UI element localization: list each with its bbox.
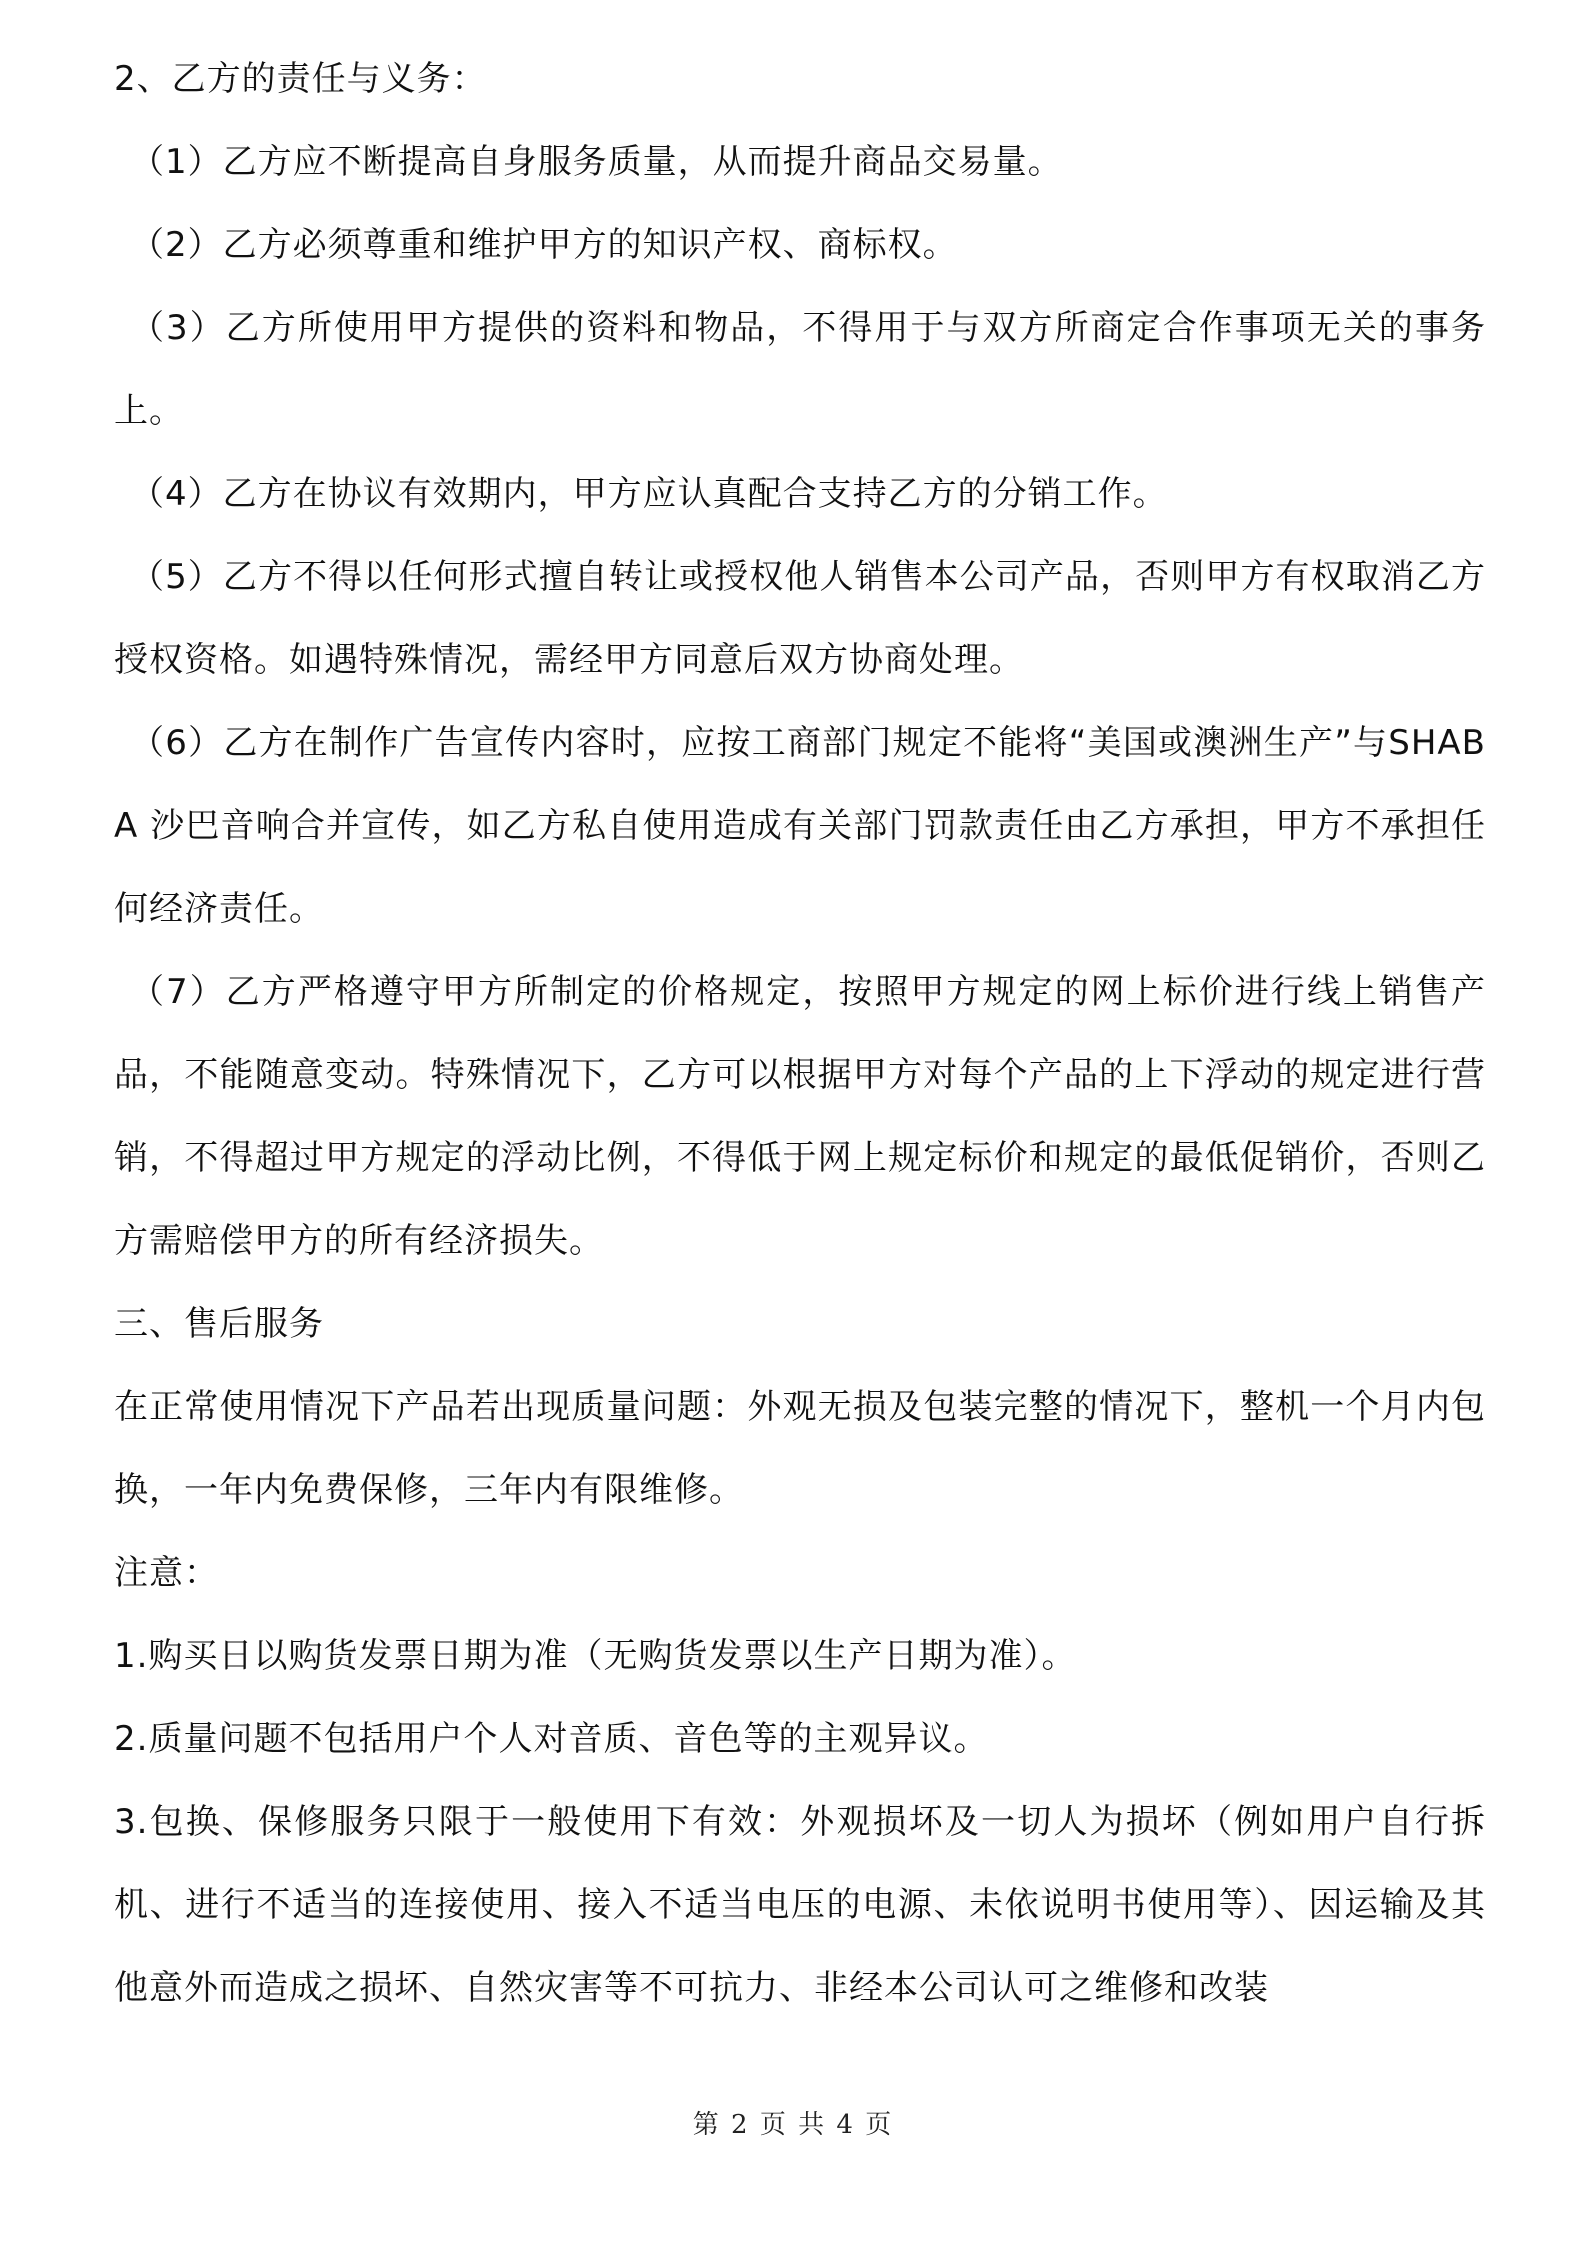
note-item-3: 3.包换、保修服务只限于一般使用下有效：外观损坏及一切人为损坏（例如用户自行拆机、进行不适当的连接使用、接入不适当电压的电源、未依说明书使用等）、因运输及其他意外而造成之损坏、自然灾害等不可抗力、非经本公司认可之维修和改装 — [114, 1802, 1486, 2008]
clause-item-6: （6）乙方在制作广告宣传内容时，应按工商部门规定不能将“美国或澳洲生产”与SHABA 沙巴音响合并宣传，如乙方私自使用造成有关部门罚款责任由乙方承担，甲方不承担任何经济责任。 — [114, 723, 1486, 929]
clause-item-4: （4）乙方在协议有效期内，甲方应认真配合支持乙方的分销工作。 — [130, 474, 1168, 514]
after-sales-text: 在正常使用情况下产品若出现质量问题：外观无损及包装完整的情况下，整机一个月内包换，一年内免费保修，三年内有限维修。 — [114, 1387, 1486, 1510]
note-item-1: 1.购买日以购货发票日期为准（无购货发票以生产日期为准）。 — [114, 1636, 1077, 1676]
note-item-2: 2.质量问题不包括用户个人对音质、音色等的主观异议。 — [114, 1719, 989, 1759]
notes-heading: 注意： — [114, 1553, 219, 1593]
clause-item-2: （2）乙方必须尊重和维护甲方的知识产权、商标权。 — [130, 225, 958, 265]
clause-item-3: （3）乙方所使用甲方提供的资料和物品，不得用于与双方所商定合作事项无关的事务上。 — [114, 308, 1486, 431]
page-number-footer: 第 2 页 共 4 页 — [692, 2110, 894, 2140]
section-heading-after-sales: 三、售后服务 — [114, 1304, 324, 1344]
clause-item-5: （5）乙方不得以任何形式擅自转让或授权他人销售本公司产品，否则甲方有权取消乙方授权资格。如遇特殊情况，需经甲方同意后双方协商处理。 — [114, 557, 1486, 680]
section-heading-responsibilities: 2、乙方的责任与义务： — [114, 59, 487, 99]
clause-item-1: （1）乙方应不断提高自身服务质量，从而提升商品交易量。 — [130, 142, 1063, 182]
document-body — [114, 38, 1486, 2030]
clause-item-7: （7）乙方严格遵守甲方所制定的价格规定，按照甲方规定的网上标价进行线上销售产品，不能随意变动。特殊情况下，乙方可以根据甲方对每个产品的上下浮动的规定进行营销，不得超过甲方规定的浮动比例，不得低于网上规定标价和规定的最低促销价，否则乙方需赔偿甲方的所有经济损失。 — [114, 972, 1486, 1261]
